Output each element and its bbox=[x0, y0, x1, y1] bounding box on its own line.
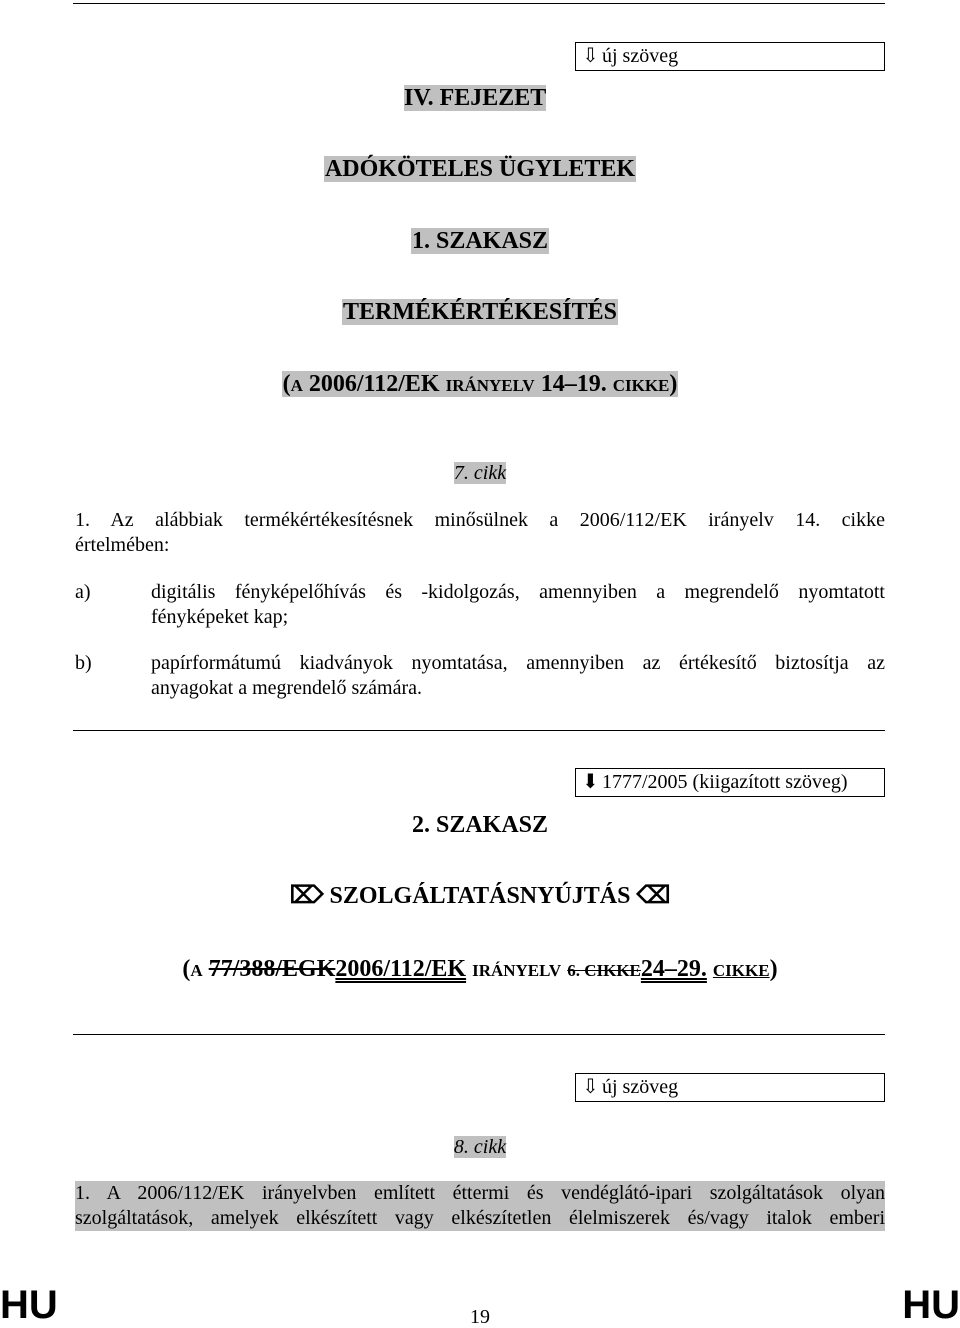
item-a-line-2: fényképeket kap; bbox=[151, 606, 289, 628]
section-1-reference: (A 2006/112/EK IRÁNYELV 14–19. CIKKE) bbox=[282, 371, 678, 397]
section-2-reference: (A 77/388/EGK2006/112/EK IRÁNYELV 6. CIKKE24–29. CIKKE) bbox=[182, 956, 778, 982]
new-text-marker bbox=[575, 42, 885, 71]
new-text-marker-2 bbox=[575, 1073, 885, 1102]
article-8-para-1-line-2: szolgáltatások, amelyek elkészített vagy elkészítetlen élelmiszerek és/vagy italok emberi bbox=[75, 1207, 885, 1229]
item-b-label: b) bbox=[75, 652, 92, 674]
section-2-subject: ⌦ SZOLGÁLTATÁSNYÚJTÁS ⌫ bbox=[289, 883, 671, 909]
delete-left-icon: ⌫ bbox=[636, 883, 671, 909]
footer-language-left: HU bbox=[0, 1283, 58, 1327]
section-1-heading: 1. SZAKASZ bbox=[411, 228, 549, 254]
section-divider bbox=[73, 730, 885, 731]
article-8-title: 8. cikk bbox=[453, 1136, 507, 1158]
article-7-para-1-line-1: 1. Az alábbiak termékértékesítésnek minősülnek a 2006/112/EK irányelv 14. cikke bbox=[75, 509, 885, 531]
section-2-heading: 2. SZAKASZ bbox=[411, 812, 549, 838]
article-7-title: 7. cikk bbox=[453, 462, 507, 484]
article-7-para-1-line-2: értelmében: bbox=[75, 534, 170, 556]
footer-language-right: HU bbox=[902, 1283, 960, 1327]
down-arrow-icon: ⇩ bbox=[582, 1076, 599, 1098]
section-1-subject: TERMÉKÉRTÉKESÍTÉS bbox=[343, 299, 617, 325]
marker-label: 1777/2005 (kiigazított szöveg) bbox=[602, 771, 848, 793]
top-rule bbox=[73, 3, 885, 4]
marker-label: új szöveg bbox=[602, 1076, 679, 1098]
chapter-heading: IV. FEJEZET bbox=[404, 85, 547, 111]
section-divider-2 bbox=[73, 1034, 885, 1035]
down-arrow-icon: ⬇ bbox=[582, 771, 599, 793]
marker-label: új szöveg bbox=[602, 45, 679, 67]
page-number: 19 bbox=[470, 1306, 490, 1328]
chapter-title: ADÓKÖTELES ÜGYLETEK bbox=[324, 156, 636, 182]
down-arrow-icon: ⇩ bbox=[582, 45, 599, 67]
delete-right-icon: ⌦ bbox=[289, 883, 324, 909]
item-b-line-2: anyagokat a megrendelő számára. bbox=[151, 677, 422, 699]
item-b-line-1: papírformátumú kiadványok nyomtatása, amennyiben az értékesítő biztosítja az bbox=[151, 652, 885, 674]
corrected-text-marker bbox=[575, 768, 885, 797]
article-8-para-1-line-1: 1. A 2006/112/EK irányelvben említett éttermi és vendéglátó-ipari szolgáltatások olyan bbox=[75, 1182, 885, 1204]
item-a-label: a) bbox=[75, 581, 91, 603]
item-a-line-1: digitális fényképelőhívás és -kidolgozás, amennyiben a megrendelő nyomtatott bbox=[151, 581, 885, 603]
